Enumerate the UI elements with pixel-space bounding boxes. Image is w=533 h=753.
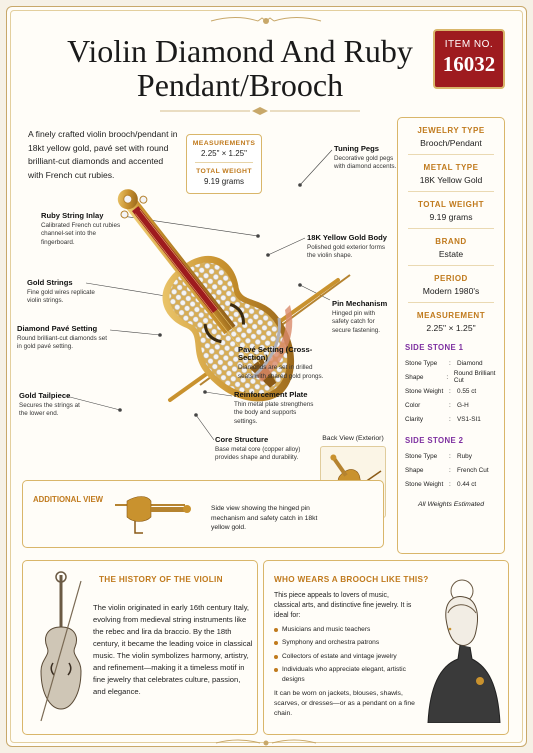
title-line-2: Pendant/Brooch [136,67,344,103]
stone-2-row: Stone Weight : 0.44 ct [405,480,477,488]
callout-ruby-string-inlay [41,212,129,247]
measurement-label: MEASUREMENT [416,311,486,320]
side-stone-1-heading: SIDE STONE 1 [405,343,464,352]
stone-1-row: Clarity : VS1-SI1 [405,415,481,423]
item-number-value: 16032 [442,52,496,76]
callout-tuning-text: Decorative gold pegs with diamond accents. [334,155,397,171]
sidebar-divider [408,228,494,229]
additional-view-panel [22,480,384,548]
violin-side-view-icon [107,487,197,543]
total-weight-label: TOTAL WEIGHT [418,200,484,209]
callout-pave-cross-section [238,346,328,381]
details-sidebar [397,117,505,554]
stone-row-value: G-H [457,401,469,409]
callout-tailpiece-text: Secures the strings at the lower end. [19,402,80,418]
callout-body-title: 18K Yellow Gold Body [307,233,388,242]
callout-cross-text: Diamonds are set in drilled seats with shared gold prongs. [238,364,324,380]
callout-reinforcement-plate [234,391,320,426]
stone-row-value: VS1-SI1 [457,415,481,423]
history-heading: THE HISTORY OF THE VIOLIN [99,575,223,584]
list-item: Individuals who appreciate elegant, artistic designs [274,665,420,684]
callout-body-text: Polished gold exterior forms the violin shape. [307,244,386,260]
who-wears-list [274,625,420,688]
spec-weight-value: 9.19 grams [203,177,245,186]
callout-strings-text: Fine gold wires replicate violin strings. [27,289,95,305]
jewelry-type-value: Brooch/Pendant [420,138,482,148]
stone-row-key: Color [405,401,421,409]
sidebar-total-weight [398,200,504,222]
bottom-ornament-icon [206,737,326,749]
callout-diamond-pave [17,325,107,352]
measurement-value: 2.25" × 1.25" [426,323,476,333]
stone-1-row: Stone Weight : 0.55 ct [405,387,477,395]
stone-row-key: Shape [405,466,424,474]
callout-gold-strings [27,279,99,306]
callout-pave-title: Diamond Pavé Setting [17,324,98,333]
stone-row-key: Stone Weight [405,387,444,395]
callout-pin-title: Pin Mechanism [332,299,388,308]
stone-row-value: Diamond [457,359,483,367]
spec-measurements-label: MEASUREMENTS [192,140,256,147]
stone-row-key: Shape [405,373,424,381]
sidebar-divider [408,302,494,303]
callout-gold-body [307,234,389,261]
callout-core-text: Base metal core (copper alloy) provides shape and durability. [215,446,301,462]
callout-tuning-title: Tuning Pegs [334,144,379,153]
spec-weight-label: TOTAL WEIGHT [196,168,252,175]
callout-plate-title: Reinforcement Plate [234,390,308,399]
list-item: Collectors of estate and vintage jewelry [274,652,420,661]
sidebar-measurement [398,311,504,333]
callout-strings-title: Gold Strings [27,278,73,287]
history-text: The violin originated in early 16th century Italy, evolving from medieval string instruments like the rebec and lira da braccio. By the 18th century, it became the leading voice in classical music. The violin symbolizes harmony, artistry, and refinement—making it a timeless motif in fine jewelry that celebrates culture, passion, and elegance. [93,603,253,696]
callout-gold-tailpiece [19,392,87,419]
intro-text: A finely crafted violin brooch/pendant in 18kt yellow gold, pavé set with round brilliant-cut diamonds and accented with French cut rubies. [28,129,178,180]
metal-type-label: METAL TYPE [423,163,479,172]
side-stone-2-heading: SIDE STONE 2 [405,436,464,445]
sidebar-divider [408,154,494,155]
total-weight-value: 9.19 grams [429,212,473,222]
stone-1-row: Shape : Round Brilliant Cut [398,370,504,384]
period-value: Modern 1980's [422,286,480,296]
brand-label: BRAND [435,237,467,246]
callout-core-structure [215,436,305,463]
item-number-label: ITEM NO. [444,39,494,50]
weights-estimated-note: All Weights Estimated [418,501,484,508]
who-wears-footer: It can be worn on jackets, blouses, shawls, scarves, or dresses—or as a pendant on a fine chain. [274,690,415,717]
callout-ruby-title: Ruby String Inlay [41,211,104,220]
who-wears-intro: This piece appeals to lovers of music, classical arts, and distinctive fine jewelry. It is ideal for: [274,592,412,620]
stone-row-value: Ruby [457,452,472,460]
list-item: Symphony and orchestra patrons [274,638,420,647]
stone-row-value: 0.44 ct [457,480,477,488]
callout-core-title: Core Structure [215,435,269,444]
title-line-1: Violin Diamond And Ruby [67,33,413,69]
stone-row-key: Stone Type [405,452,438,460]
callout-tailpiece-title: Gold Tailpiece [19,391,71,400]
stone-2-row: Shape : French Cut [405,466,489,474]
spec-measurements-value: 2.25" × 1.25" [201,149,247,158]
stone-1-row: Stone Type : Diamond [405,359,483,367]
sidebar-jewelry-type [398,126,504,148]
stone-row-key: Clarity [405,415,424,423]
additional-view-text: Side view showing the hinged pin mechanism and safety catch in 18kt yellow gold. [211,505,318,531]
stone-row-value: French Cut [457,466,489,474]
sidebar-period [398,274,504,296]
who-wears-heading: WHO WEARS A BROOCH LIKE THIS? [274,575,429,584]
period-label: PERIOD [434,274,468,283]
sidebar-metal-type [398,163,504,185]
additional-view-heading: ADDITIONAL VIEW [33,495,104,504]
stone-row-key: Stone Weight [405,480,444,488]
callout-pin-text: Hinged pin with safety catch for secure fastening. [332,310,380,334]
callout-cross-title: Pavé Setting (Cross-Section) [238,345,313,363]
violin-sketch-icon [33,571,89,727]
stone-row-key: Stone Type [405,359,438,367]
sidebar-divider [408,265,494,266]
sidebar-brand [398,237,504,259]
woman-portrait-sketch-icon [422,573,504,723]
brand-value: Estate [438,249,464,259]
history-panel [22,560,258,735]
sidebar-divider [408,191,494,192]
back-view-label: Back View (Exterior) [322,435,384,442]
callout-plate-text: Thin metal plate strengthens the body and supports settings. [234,401,314,425]
stone-row-value: Round Brilliant Cut [453,370,496,384]
who-wears-panel [263,560,509,735]
callout-tuning-pegs [334,145,406,172]
list-item: Musicians and music teachers [274,625,420,634]
callout-ruby-text: Calibrated French cut rubies channel-set into the fingerboard. [41,222,121,246]
metal-type-value: 18K Yellow Gold [419,175,483,185]
stone-1-row: Color : G-H [405,401,469,409]
stone-2-row: Stone Type : Ruby [405,452,472,460]
callout-pin-mechanism [332,300,392,335]
stone-row-value: 0.55 ct [457,387,477,395]
jewelry-type-label: JEWELRY TYPE [417,126,485,135]
callout-pave-text: Round brilliant-cut diamonds set in gold pavé setting. [17,335,107,351]
